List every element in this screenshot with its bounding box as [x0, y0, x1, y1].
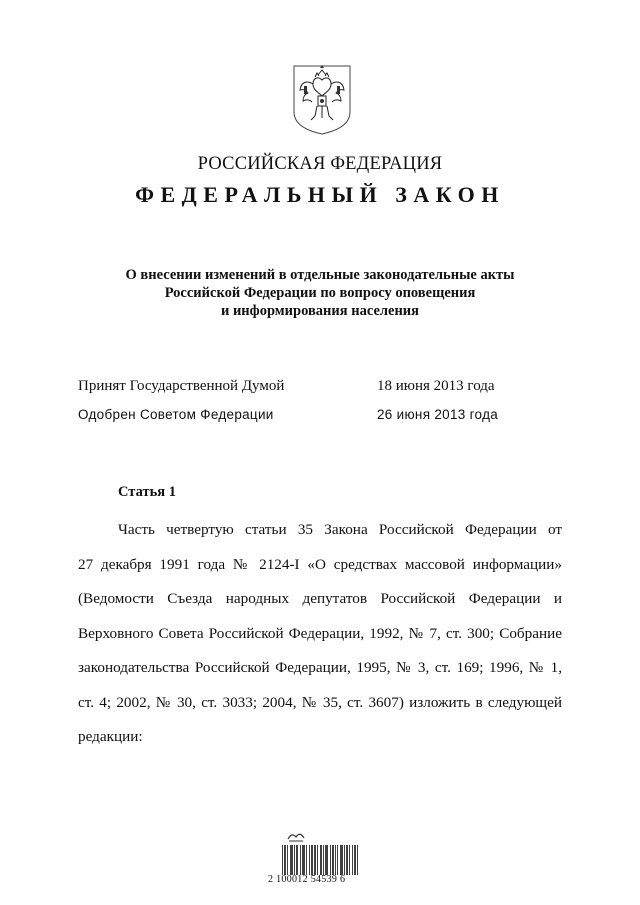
document-type: ФЕДЕРАЛЬНЫЙ ЗАКОН	[135, 182, 505, 207]
registry-stamp-icon	[286, 829, 306, 843]
article-line: (Ведомости Съезда народных депутатов Российской Федерации и	[78, 590, 562, 607]
duma-adoption-date: 18 июня 2013 года	[377, 378, 495, 394]
law-title-line: О внесении изменений в отдельные законодательные акты	[125, 267, 515, 283]
article-body	[78, 513, 562, 755]
law-title	[0, 266, 640, 320]
article-line: 27 декабря 1991 года № 2124-I «О средствах массовой информации»	[78, 555, 562, 573]
council-approval-row	[78, 407, 562, 422]
article-line: законодательства Российской Федерации, 1995, № 3, ст. 169; 1996, № 1,	[78, 659, 562, 676]
country-name: РОССИЙСКАЯ ФЕДЕРАЦИЯ	[197, 154, 443, 174]
barcode-number: 2 100012 54539 6	[268, 874, 346, 885]
article-line: Часть четвертую статьи 35 Закона Российской Федерации от	[118, 521, 562, 538]
law-title-line: и информирования населения	[220, 303, 420, 319]
article-line: редакции:	[78, 728, 143, 745]
barcode-icon	[282, 845, 358, 875]
council-approval-label: Одобрен Советом Федерации	[78, 407, 274, 422]
council-approval-date: 26 июня 2013 года	[377, 407, 499, 422]
duma-adoption-row	[78, 378, 562, 395]
duma-adoption-label: Принят Государственной Думой	[78, 378, 285, 394]
article-heading: Статья 1	[118, 484, 176, 500]
article-line: ст. 4; 2002, № 30, ст. 3033; 2004, № 35, ст. 3607) изложить в следующей	[78, 693, 562, 711]
article-line: Верховного Совета Российской Федерации, 1992, № 7, ст. 300; Собрание	[78, 624, 562, 642]
coat-of-arms-icon	[291, 62, 353, 136]
law-title-line: Российской Федерации по вопросу оповещения	[164, 285, 476, 301]
